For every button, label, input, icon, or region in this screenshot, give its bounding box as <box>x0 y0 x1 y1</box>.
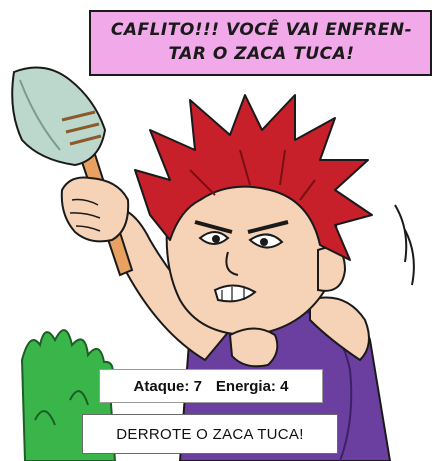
caption-line-1: CAFLITO!!! VOCÊ VAI ENFREN- <box>110 20 413 40</box>
player-stats-box <box>99 369 323 403</box>
attack-stat <box>134 378 202 395</box>
energy-stat <box>216 378 289 395</box>
energy-value: 4 <box>280 377 289 395</box>
energy-label: Energia: <box>215 377 276 395</box>
defeat-zaca-tuca-button[interactable]: DERROTE O ZACA TUCA! <box>82 414 338 454</box>
fist <box>62 178 128 242</box>
stone-axe <box>12 68 132 276</box>
attack-label: Ataque: <box>133 377 190 395</box>
attack-value: 7 <box>193 377 202 395</box>
motion-lines <box>395 205 414 285</box>
story-caption-box <box>89 10 432 76</box>
caption-line-2: TAR O ZACA TUCA! <box>168 44 355 64</box>
lower-hand <box>230 329 277 367</box>
